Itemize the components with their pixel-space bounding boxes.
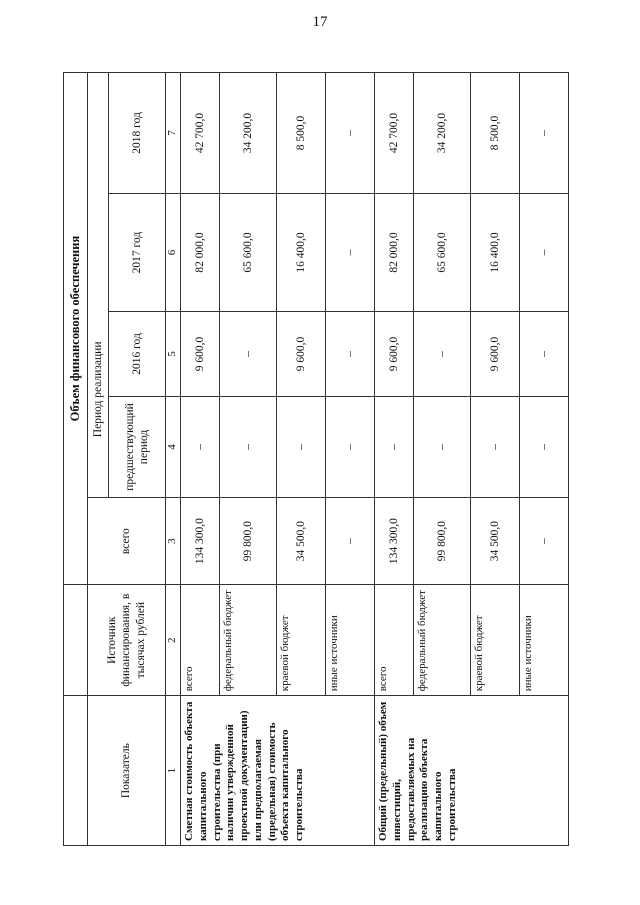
value-cell: 82 000,0: [375, 193, 414, 311]
table-row: [375, 73, 414, 846]
value-cell: 9 600,0: [375, 312, 414, 397]
header-total: всего: [88, 498, 166, 585]
value-cell: 134 300,0: [375, 498, 414, 585]
indicator-cell: Сметная стоимость объекта капитального строительства (при наличии утвержденной проектной документации) или предполагаемая (предельная) стоимость объекта капитального строительства: [181, 696, 375, 846]
value-cell: –: [375, 396, 414, 497]
value-cell: 34 200,0: [414, 73, 471, 194]
value-cell: 99 800,0: [220, 498, 277, 585]
value-cell: 34 200,0: [220, 73, 277, 194]
indicator-cell: Общий (предельный) объем инвестиций, предоставляемых на реализацию объекта капитального строительства: [375, 696, 569, 846]
value-cell: 65 600,0: [414, 193, 471, 311]
value-cell: –: [326, 396, 375, 497]
value-cell: –: [414, 396, 471, 497]
col-number: 7: [166, 73, 181, 194]
value-cell: 134 300,0: [181, 498, 220, 585]
value-cell: –: [520, 312, 569, 397]
rotated-table-frame: [63, 72, 550, 846]
source-cell: краевой бюджет: [471, 585, 520, 696]
header-indicator: Показатель: [88, 696, 166, 846]
value-cell: 8 500,0: [471, 73, 520, 194]
value-cell: 9 600,0: [277, 312, 326, 397]
value-cell: –: [520, 73, 569, 194]
value-cell: 9 600,0: [471, 312, 520, 397]
value-cell: –: [520, 396, 569, 497]
col-number: 5: [166, 312, 181, 397]
col-number: 6: [166, 193, 181, 311]
value-cell: –: [277, 396, 326, 497]
header-source: Источник финансирования, в тысячах рублей: [88, 585, 166, 696]
value-cell: 8 500,0: [277, 73, 326, 194]
value-cell: –: [220, 312, 277, 397]
source-cell: иные источники: [326, 585, 375, 696]
value-cell: 65 600,0: [220, 193, 277, 311]
value-cell: –: [520, 498, 569, 585]
value-cell: 9 600,0: [181, 312, 220, 397]
value-cell: 16 400,0: [277, 193, 326, 311]
source-cell: краевой бюджет: [277, 585, 326, 696]
value-cell: 42 700,0: [375, 73, 414, 194]
col-number: 2: [166, 585, 181, 696]
value-cell: –: [326, 73, 375, 194]
value-cell: –: [326, 193, 375, 311]
header-2018: 2018 год: [109, 73, 166, 194]
col-number: 4: [166, 396, 181, 497]
col-number: 3: [166, 498, 181, 585]
col-number: 1: [166, 696, 181, 846]
header-2017: 2017 год: [109, 193, 166, 311]
value-cell: 34 500,0: [277, 498, 326, 585]
value-cell: 16 400,0: [471, 193, 520, 311]
value-cell: –: [520, 193, 569, 311]
source-cell: всего: [181, 585, 220, 696]
header-2016: 2016 год: [109, 312, 166, 397]
source-cell: всего: [375, 585, 414, 696]
value-cell: –: [181, 396, 220, 497]
source-cell: иные источники: [520, 585, 569, 696]
source-cell: федеральный бюджет: [414, 585, 471, 696]
header-period: Период реализации: [88, 73, 109, 498]
page-number: 17: [312, 14, 328, 30]
value-cell: 99 800,0: [414, 498, 471, 585]
value-cell: 82 000,0: [181, 193, 220, 311]
value-cell: –: [326, 498, 375, 585]
value-cell: –: [471, 396, 520, 497]
value-cell: –: [414, 312, 471, 397]
value-cell: 42 700,0: [181, 73, 220, 194]
financing-table: [63, 72, 569, 846]
table-row: [181, 73, 220, 846]
table-title: Объем финансового обеспечения: [64, 73, 88, 585]
value-cell: –: [220, 396, 277, 497]
value-cell: 34 500,0: [471, 498, 520, 585]
header-prior: предшествующий период: [109, 396, 166, 497]
value-cell: –: [326, 312, 375, 397]
source-cell: федеральный бюджет: [220, 585, 277, 696]
